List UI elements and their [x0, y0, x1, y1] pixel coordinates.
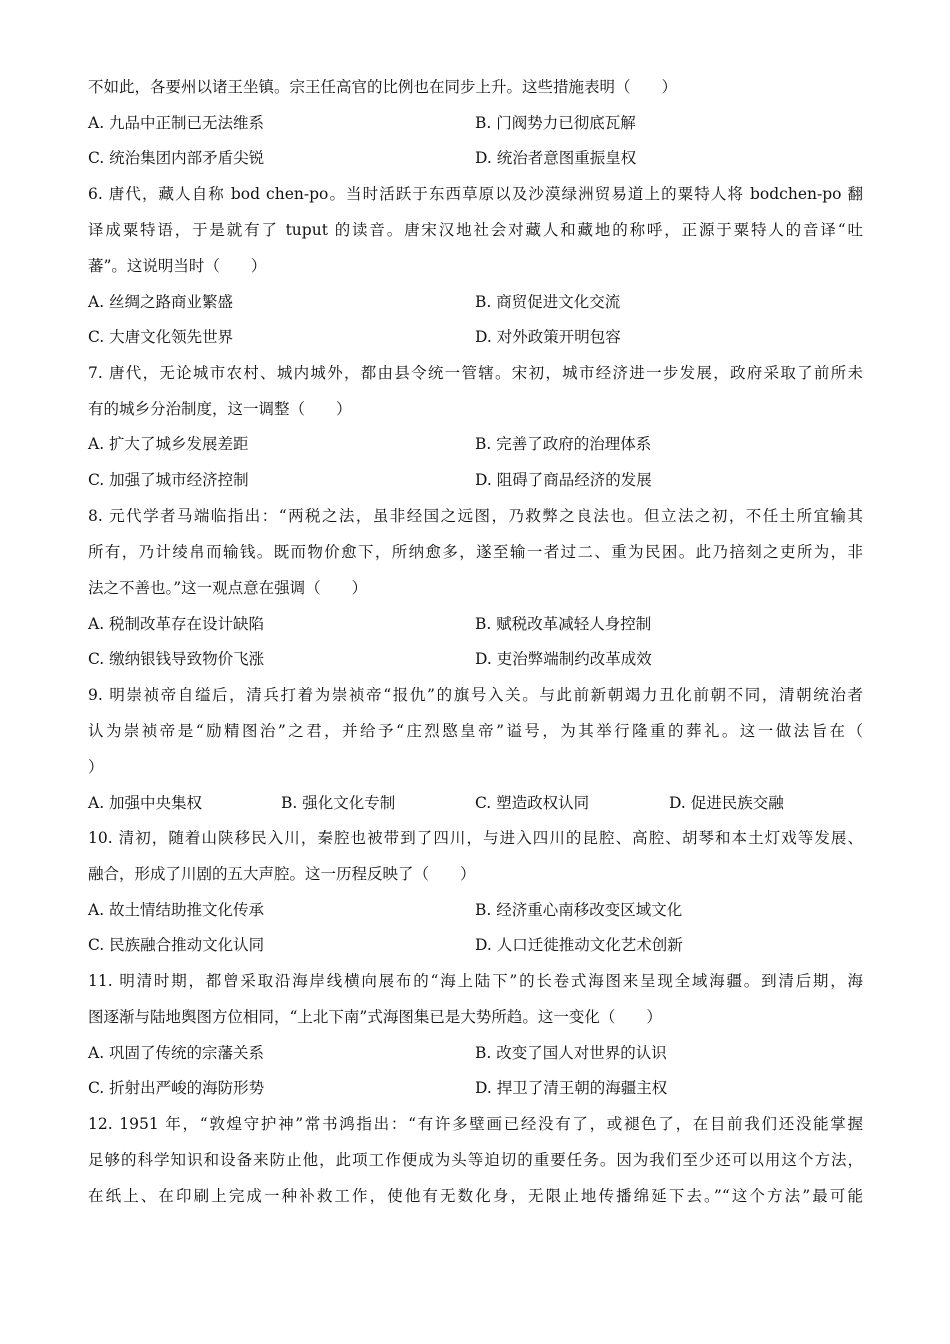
q8-stem-line-2: 所有，乃计绫帛而输钱。既而物价愈下，所纳愈多，遂至输一者过二、重为民困。此乃掊刻之吏所为，非	[88, 543, 863, 561]
q5-stem-line-1: 不如此，各要州以诸王坐镇。宗王任高官的比例也在同步上升。这些措施表明（ ）	[88, 78, 678, 96]
q10-option-c: C. 民族融合推动文化认同	[88, 936, 265, 954]
q11-option-c: C. 折射出严峻的海防形势	[88, 1079, 265, 1097]
q6-stem-line-3: 蕃”。这说明当时（ ）	[88, 257, 267, 275]
q11-stem-line-1: 11. 明清时期，都曾采取沿海岸线横向展布的“海上陆下”的长卷式海图来呈现全域海疆。到清后期，海	[88, 972, 863, 990]
q7-stem-line-1: 7. 唐代，无论城市农村、城内城外，都由县令统一管辖。宋初，城市经济进一步发展，政府采取了前所未	[88, 364, 863, 382]
q7-option-c: C. 加强了城市经济控制	[88, 471, 249, 489]
q6-option-a: A. 丝绸之路商业繁盛	[88, 293, 234, 311]
q7-option-a: A. 扩大了城乡发展差距	[88, 435, 249, 453]
q12-stem-line-1: 12. 1951 年，“敦煌守护神”常书鸿指出：“有许多壁画已经没有了，或褪色了，在目前我们还没能掌握	[88, 1115, 863, 1133]
q6-stem-line-1: 6. 唐代，藏人自称 bod chen-po。当时活跃于东西草原以及沙漠绿洲贸易道上的粟特人将 bodchen-po 翻	[88, 185, 863, 203]
q9-stem-line-2: 认为崇祯帝是“励精图治”之君，并给予“庄烈愍皇帝”谥号，为其举行隆重的葬礼。这一做法旨在（	[88, 722, 863, 740]
q11-option-d: D. 捍卫了清王朝的海疆主权	[475, 1079, 668, 1097]
q9-stem-line-1: 9. 明崇祯帝自缢后，清兵打着为崇祯帝“报仇”的旗号入关。与此前新朝竭力丑化前朝不同，清朝统治者	[88, 686, 863, 704]
q10-option-a: A. 故土情结助推文化传承	[88, 901, 265, 919]
q6-option-b: B. 商贸促进文化交流	[475, 293, 621, 311]
q12-stem-line-3: 在纸上、在印刷上完成一种补救工作，使他有无数化身，无限止地传播绵延下去。”“这个方法”最可能	[88, 1187, 863, 1205]
q8-stem-line-3: 法之不善也。”这一观点意在强调（ ）	[88, 579, 368, 597]
q6-option-d: D. 对外政策开明包容	[475, 328, 621, 346]
q6-option-c: C. 大唐文化领先世界	[88, 328, 234, 346]
q10-option-d: D. 人口迁徙推动文化艺术创新	[475, 936, 683, 954]
q8-option-a: A. 税制改革存在设计缺陷	[88, 615, 265, 633]
q9-option-b: B. 强化文化专制	[281, 794, 396, 812]
q9-option-a: A. 加强中央集权	[88, 794, 203, 812]
q9-option-d: D. 促进民族交融	[669, 794, 784, 812]
q10-stem-line-1: 10. 清初，随着山陕移民入川，秦腔也被带到了四川，与进入四川的昆腔、高腔、胡琴和本土灯戏等发展、	[88, 829, 863, 847]
q7-stem-line-2: 有的城乡分治制度，这一调整（ ）	[88, 400, 352, 418]
q9-option-c: C. 塑造政权认同	[475, 794, 590, 812]
q5-option-b: B. 门阀势力已彻底瓦解	[475, 114, 636, 132]
q8-option-d: D. 吏治弊端制约改革成效	[475, 650, 652, 668]
q8-stem-line-1: 8. 元代学者马端临指出：“两税之法，虽非经国之远图，乃救弊之良法也。但立法之初，不任土所宜输其	[88, 507, 863, 525]
q12-stem-line-2: 足够的科学知识和设备来防止他，此项工作便成为头等迫切的重要任务。因为我们至少还可以用这个方法，	[88, 1151, 863, 1169]
q11-stem-line-2: 图逐渐与陆地舆图方位相同，“上北下南”式海图集已是大势所趋。这一变化（ ）	[88, 1008, 662, 1026]
q5-option-d: D. 统治者意图重振皇权	[475, 149, 637, 167]
q5-option-a: A. 九品中正制已无法维系	[88, 114, 265, 132]
q9-stem-line-3: ）	[88, 758, 104, 776]
q5-option-c: C. 统治集团内部矛盾尖锐	[88, 149, 265, 167]
q8-option-c: C. 缴纳银钱导致物价飞涨	[88, 650, 265, 668]
q8-option-b: B. 赋税改革减轻人身控制	[475, 615, 652, 633]
q11-option-b: B. 改变了国人对世界的认识	[475, 1044, 667, 1062]
q10-stem-line-2: 融合，形成了川剧的五大声腔。这一历程反映了（ ）	[88, 865, 476, 883]
q10-option-b: B. 经济重心南移改变区域文化	[475, 901, 683, 919]
q11-option-a: A. 巩固了传统的宗藩关系	[88, 1044, 265, 1062]
q7-option-b: B. 完善了政府的治理体系	[475, 435, 652, 453]
q7-option-d: D. 阻碍了商品经济的发展	[475, 471, 652, 489]
q6-stem-line-2: 译成粟特语，于是就有了 tuput 的读音。唐宋汉地社会对藏人和藏地的称呼，正源于粟特人的音译“吐	[88, 221, 863, 239]
